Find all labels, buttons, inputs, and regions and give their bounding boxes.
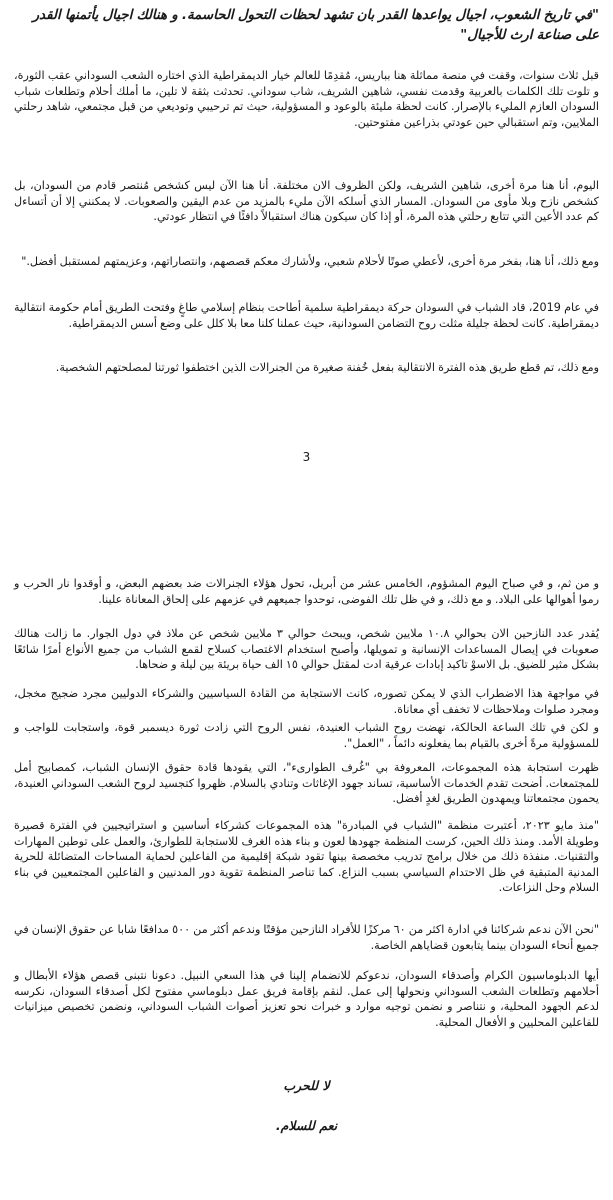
paragraph-12: "نحن الآن ندعم شركائنا في ادارة اكثر من ٦٠ مركزًا للأفراد النازحين مؤقتًا وندعم أكثر من ٥٠٠ مدافعًا شابا عن حقوق الإنسان في جميع أنحاء السودان بينما يتابعون قضاياهم الخاصة. [14, 923, 600, 952]
paragraph-8: في مواجهة هذا الاضطراب الذي لا يمكن تصوره، كانت الاستجابة من القادة السياسيين والشركاء الدوليين مجرد ضجيج مخجل، ومجرد صلوات وملاحظات لا تخفف أي معاناة. [14, 687, 599, 716]
closing-yes-peace: نعم للسلام. [275, 1118, 338, 1133]
closing-no-war: لا للحرب [283, 1078, 330, 1093]
paragraph-10: ظهرت استجابة هذه المجموعات، المعروفة بي "غُرف الطوارىء"، التي يقودها قادة حقوق الإنسان الشباب، كمصابيح أمل للمجتمعات. أضحت تقدم الخدمات الأساسية، تساند جهود الإغاثات وتنادي بالسلام. ظهروا كتجسيد لروح الشعب السوداني العنيدة، يحمون مجتمعاتنا ويمهدون الطريق لغدٍ أفضل. [14, 761, 599, 806]
paragraph-5: ومع ذلك، تم قطع طريق هذه الفترة الانتقالية بفعل خُفنة صغيرة من الجنرالات الذين اختطفوا ثورتنا لمصلحتهم الشخصية. [55, 361, 599, 374]
document-page-3 [0, 0, 613, 560]
paragraph-7: يُقدر عدد النازحين الان بحوالي ١٠.٨ ملايين شخص، ويبحث حوالي ٣ ملايين شخص عن ملاذ في دول الجوار. ما زالت هنالك صعوبات في إيصال المساعدات الإنسانية و تمويلها، وأصبح استخدام الاغتصاب كسلاح لقمع الشباب من جميع الأنواع أمرًا شائعًا بشكل مثير للضيق. بل الاسوْ تاكيد إبادات عرقية ادت لمقتل حوالي ١٥ الف حياة بريئة بين ليلة و ضحاها. [14, 627, 599, 672]
paragraph-3: ومع ذلك، أنا هنا، بفخر مرة أخرى، لأعطي صوتًا لأحلام شعبي، ولأشارك معكم قصصهم، وانتصاراتهم، وعزيمتهم لمستقبل أفضل." [21, 255, 599, 268]
document-page-4 [0, 560, 613, 1200]
paragraph-11: "منذ مايو ٢٠٢٣، أعتبرت منظمة "الشباب في المبادرة" هذه المجموعات كشركاء أساسين و استراتيجيين في الفترة قصيرة وطويلة الأمد. ومنذ ذلك الحين، كرست المنظمة جهودها لعون و بناء هذه الغرف للاستجابة للطوارئ، والعمل على توطين المهارات والتقنيات. منفذة ذلك من خلال برامج تدريب مخصصة بينها تقود شبكة إقليمية من الفاعلين لحماية المساحات المتضائلة للحرية المدنية المتبقية في ظل الاحتدام السياسي بسبب النزاع. كما تناصر المنظمة تقوية دور المدنيين و الفاعلين المجتمعيين في بناء السلام وحل النزاعات. [14, 819, 599, 895]
page-number: 3 [302, 450, 311, 464]
paragraph-6: و من ثم، و في صباح اليوم المشؤوم، الخامس عشر من أبريل، تحول هؤلاء الجنرالات ضد بعضهم البعض، و أوقدوا نار الحرب و رموا أهوالها على البلاد. و مع ذلك، و في ظل تلك الفوضى، توحدوا جميعهم في عزمهم على إلحاق المعاناة علينا. [14, 577, 599, 606]
paragraph-4: في عام 2019، قاد الشباب في السودان حركة ديمقراطية سلمية أطاحت بنظام إسلامي طاغٍ وفتحت الطريق أمام حكومة انتقالية ديمقراطية. كانت لحظة جليلة مثلت روح التضامن السودانية، حيث عملنا كلنا معا بلا كلل على وضع أسس الديمقراطية. [14, 301, 599, 330]
opening-quote: "في تاريخ الشعوب، اجيال يواعدها القدر بان تشهد لحظات التحول الحاسمة. و هنالك اجيال يأتمنها القدر على صناعة ارث للأجيال" [32, 8, 599, 43]
paragraph-9: و لكن في تلك الساعة الحالكة، نهضت روح الشباب العنيدة، نفس الروح التي زادت ثورة ديسمبر قوة، واستجابت للواجب و للمسؤولية مرةً أخرى بالقيام بما يفعلونه دائماً ، "العمل". [14, 721, 599, 750]
paragraph-13: أيها الدبلوماسيون الكرام وأصدقاء السودان، ندعوكم للانضمام إلينا في هذا السعي النبيل. دعونا نتبنى قصص هؤلاء الأبطال و أحلامهم وتطلعات الشعب السوداني ونحولها إلى عمل. لنقم بإقامة فريق عمل دبلوماسي مفتوح لكل أصدقاء السودان، نكرسه لدعم الجهود المحلية، و نتناصر و نضمن توجيه موارد و خبرات نحو تعزيز أصوات الشباب السوداني، ونضمن تخصيص ميزانيات للفاعلين المحليين و الأفعال المحلية. [14, 969, 599, 1029]
paragraph-1: قبل ثلاث سنوات، وقفت في منصة مماثلة هنا بباريس، مُقدِمًا للعالم خيار الديمقراطية الذي اختاره الشعب السوداني عقب الثورة، و تلوت تلك الكلمات بالعربية وقدمت نفسي، شاهين الشريف، شاب سوداني. تحدثت بثقة لا تلين، ما أملك أحلام وتطلعات شباب السودان العازم المليء بالإصرار. كانت لحظة مليئة بالوعود و المسؤولية، حيث تم ترحيبي وتوديعي من قبل مجتمعي، شاهد رحلتي الملايين، وتم استقبالي حين عودتي بذراعين مفتوحتين. [14, 69, 599, 129]
paragraph-2: اليوم، أنا هنا مرة أخرى، شاهين الشريف، ولكن الظروف الان مختلفة. أنا هنا الآن ليس كشخص مُنتصر قادم من السودان، بل كشخص نازح وبلا مأوى من السودان. المسار الذي أسلكه الآن مليء بالمزيد من عدم اليقين والصعوبات. لا يمكنني إلا أن أتساءل كم عدد الأعين التي تتابع رحلتي هذه المرة، أو إذا كان سيكون هناك استقبالاً دافئًا في انتظار عودتي. [14, 179, 599, 224]
